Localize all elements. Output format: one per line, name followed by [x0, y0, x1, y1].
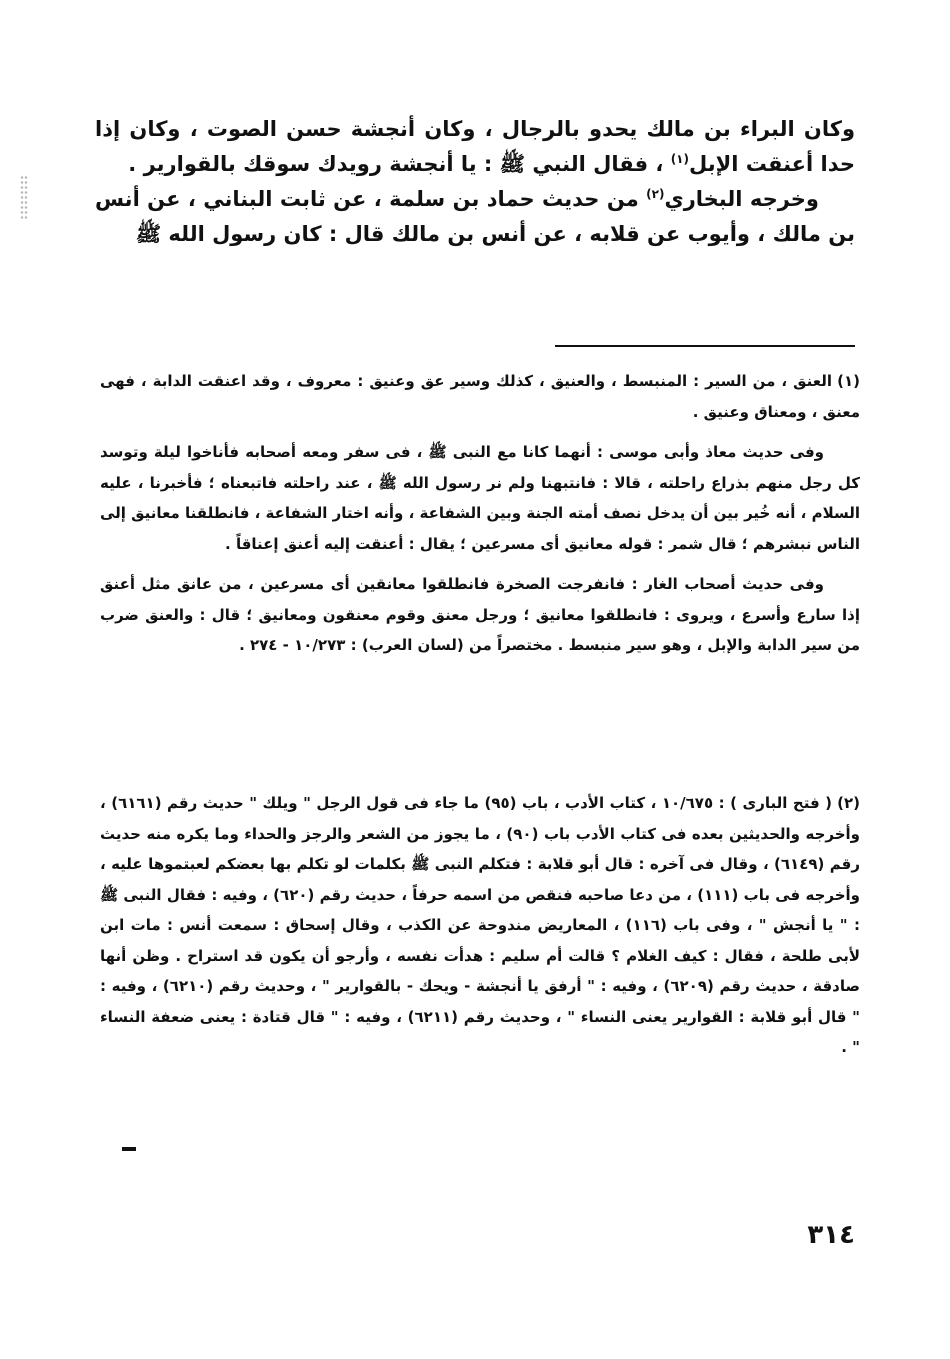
footnote-separator: [555, 345, 855, 347]
main-paragraph-1-text-a: وكان البراء بن مالك يحدو بالرجال ، وكان أنجشة حسن الصوت ، وكان إذا حدا أعنقت الإبل: [95, 117, 855, 176]
footnote-1-paragraph-2: وفى حديث معاذ وأبى موسى : أنهما كانا مع النبى ﷺ ، فى سفر ومعه أصحابه فأناخوا ليلة وتوسد كل رجل منهم بذراع راحلته ، قالا : فانتبهنا ولم نر رسول الله ﷺ ، عند راحلته فاتبعناه ؛ فأخبرنا ، عليه السلام ، أنه خُير بين أن يدخل نصف أمته الجنة وبين الشفاعة ، وأنه اختار الشفاعة ، فانطلقنا معانيق إلى الناس نبشرهم ؛ قال شمر : قوله معانيق أى مسرعين ؛ يقال : أعنقت إليه أعنق إعناقاً .: [99, 443, 860, 553]
footnote-1-paragraph-1: [100, 366, 860, 427]
footnote-2: [100, 788, 860, 1063]
footnote-ref-1: (١): [670, 152, 689, 166]
main-paragraph-2-text-b: من حديث حماد بن سلمة ، عن ثابت البناني ، عن أنس بن مالك ، وأيوب عن قلابه ، عن أنس بن مالك قال : كان رسول الله ﷺ: [95, 187, 855, 246]
main-paragraph-1: [95, 112, 855, 182]
end-dash: [122, 1147, 136, 1151]
footnote-2-number: (٢): [837, 794, 860, 812]
footnote-2-paragraph-1: [100, 788, 860, 1063]
main-text: [95, 112, 855, 252]
scan-speck: [20, 175, 28, 219]
footnote-1-number: (١): [837, 372, 860, 390]
main-paragraph-2: [95, 182, 855, 252]
footnote-1-paragraph-3: وفى حديث أصحاب الغار : فانفرجت الصخرة فانطلقوا معانقين أى مسرعين ، من عانق مثل أعنق إذا سارع وأسرع ، ويروى : فانطلقوا معانيق ؛ ورجل معنق وقوم معنقون ومعانيق ؛ قال : والعنق ضرب من سير الدابة والإبل ، وهو سير منبسط . مختصراً من (لسان العرب) : ١٠/٢٧٣ - ٢٧٤ .: [100, 575, 860, 654]
footnote-1: [100, 366, 860, 661]
main-paragraph-2-text-a: وخرجه البخاري: [664, 187, 819, 211]
footnote-1-text-1: العنق ، من السير : المنبسط ، والعنيق ، كذلك وسير عق وعنيق : معروف ، وقد اعنقت الدابة ، فهى معنق ، ومعناق وعنيق .: [100, 372, 860, 421]
footnote-ref-2: (٢): [646, 187, 665, 201]
footnote-2-text-1: ( فتح البارى ) : ١٠/٦٧٥ ، كتاب الأدب ، باب (٩٥) ما جاء فى قول الرجل " ويلك " حديث رقم (٦١٦١) ، وأخرجه والحديثين بعده فى كتاب الأدب باب (٩٠) ، ما يجوز من الشعر والرجز والحداء وما يكره منه حديث رقم (٦١٤٩) ، وقال فى آخره : قال أبو قلابة : فتكلم النبى ﷺ بكلمات لو تكلم بها بعضكم لعبتموها عليه ، وأخرجه فى باب (١١١) ، من دعا صاحبه فنقص من اسمه حرفاً ، حديث رقم (٦٢٠) ، وفيه : فقال النبى ﷺ : " يا أنجش " ، وفى باب (١١٦) ، المعاريض مندوحة عن الكذب ، وقال إسحاق : سمعت أنس : مات ابن لأبى طلحة ، فقال : كيف الغلام ؟ قالت أم سليم : هدأت نفسه ، وأرجو أن يكون قد استراح . وظن أنها صادقة ، حديث رقم (٦٢٠٩) ، وفيه : " أرفق يا أنجشة - ويحك - بالقوارير " ، وحديث رقم (٦٢١٠) ، وفيه : " قال أبو قلابة : القوارير يعنى النساء " ، وحديث رقم (٦٢١١) ، وفيه : " قال قتادة : يعنى ضعفة النساء " .: [100, 794, 861, 1056]
main-paragraph-1-text-b: ، فقال النبي ﷺ : يا أنجشة رويدك سوقك بالقوارير .: [128, 152, 671, 176]
page-number: ٣١٤: [807, 1220, 855, 1250]
